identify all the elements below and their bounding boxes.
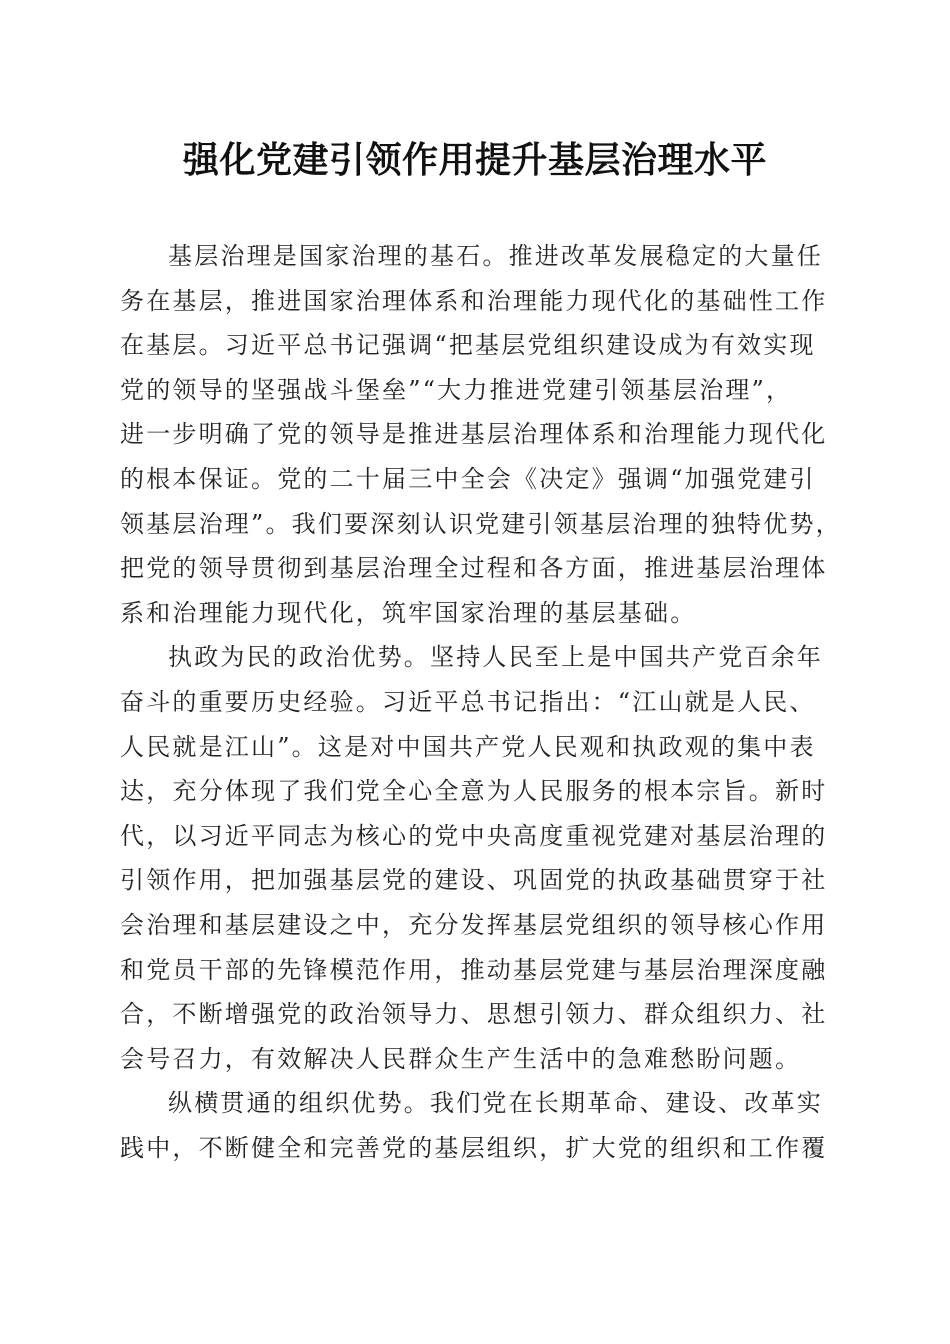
text-line: 执政为民的政治优势。坚持人民至上是中国共产党百余年 <box>168 643 823 672</box>
document-title: 强化党建引领作用提升基层治理水平 <box>182 139 767 181</box>
text-line: 合，不断增强党的政治领导力、思想引领力、群众组织力、社 <box>120 1000 828 1029</box>
text-line: 党的领导的坚强战斗堡垒”“大力推进党建引领基层治理”， <box>120 375 793 404</box>
text-line: 代，以习近平同志为核心的党中央高度重视党建对基层治理的 <box>120 821 828 850</box>
text-line: 把党的领导贯彻到基层治理全过程和各方面，推进基层治理体 <box>120 554 828 583</box>
text-line: 和党员干部的先锋模范作用，推动基层党建与基层治理深度融 <box>120 955 828 984</box>
text-line: 引领作用，把加强基层党的建设、巩固党的执政基础贯穿于社 <box>120 866 828 895</box>
text-line: 务在基层，推进国家治理体系和治理能力现代化的基础性工作 <box>120 286 828 315</box>
text-line: 系和治理能力现代化，筑牢国家治理的基层基础。 <box>120 598 697 627</box>
text-line: 奋斗的重要历史经验。习近平总书记指出：“江山就是人民、 <box>120 687 816 716</box>
text-line: 会号召力，有效解决人民群众生产生活中的急难愁盼问题。 <box>120 1044 802 1073</box>
paragraph-3 <box>120 1081 830 1170</box>
document-body <box>120 234 842 1170</box>
text-line: 人民就是江山”。这是对中国共产党人民观和执政观的集中表 <box>120 732 816 761</box>
text-line: 领基层治理”。我们要深刻认识党建引领基层治理的独特优势， <box>120 509 842 538</box>
text-line: 会治理和基层建设之中，充分发挥基层党组织的领导核心作用 <box>120 910 828 939</box>
text-line: 的根本保证。党的二十届三中全会《决定》强调“加强党建引 <box>120 464 816 493</box>
text-line: 基层治理是国家治理的基石。推进改革发展稳定的大量任 <box>168 242 823 270</box>
paragraph-2 <box>120 635 830 1081</box>
text-line: 进一步明确了党的领导是推进基层治理体系和治理能力现代化 <box>120 420 828 449</box>
text-line: 纵横贯通的组织优势。我们党在长期革命、建设、改革实 <box>168 1089 823 1118</box>
text-line: 达，充分体现了我们党全心全意为人民服务的根本宗旨。新时 <box>120 777 828 806</box>
paragraph-1 <box>120 234 842 635</box>
text-line: 在基层。习近平总书记强调“把基层党组织建设成为有效实现 <box>120 331 816 360</box>
text-line: 践中，不断健全和完善党的基层组织，扩大党的组织和工作覆 <box>120 1133 828 1162</box>
